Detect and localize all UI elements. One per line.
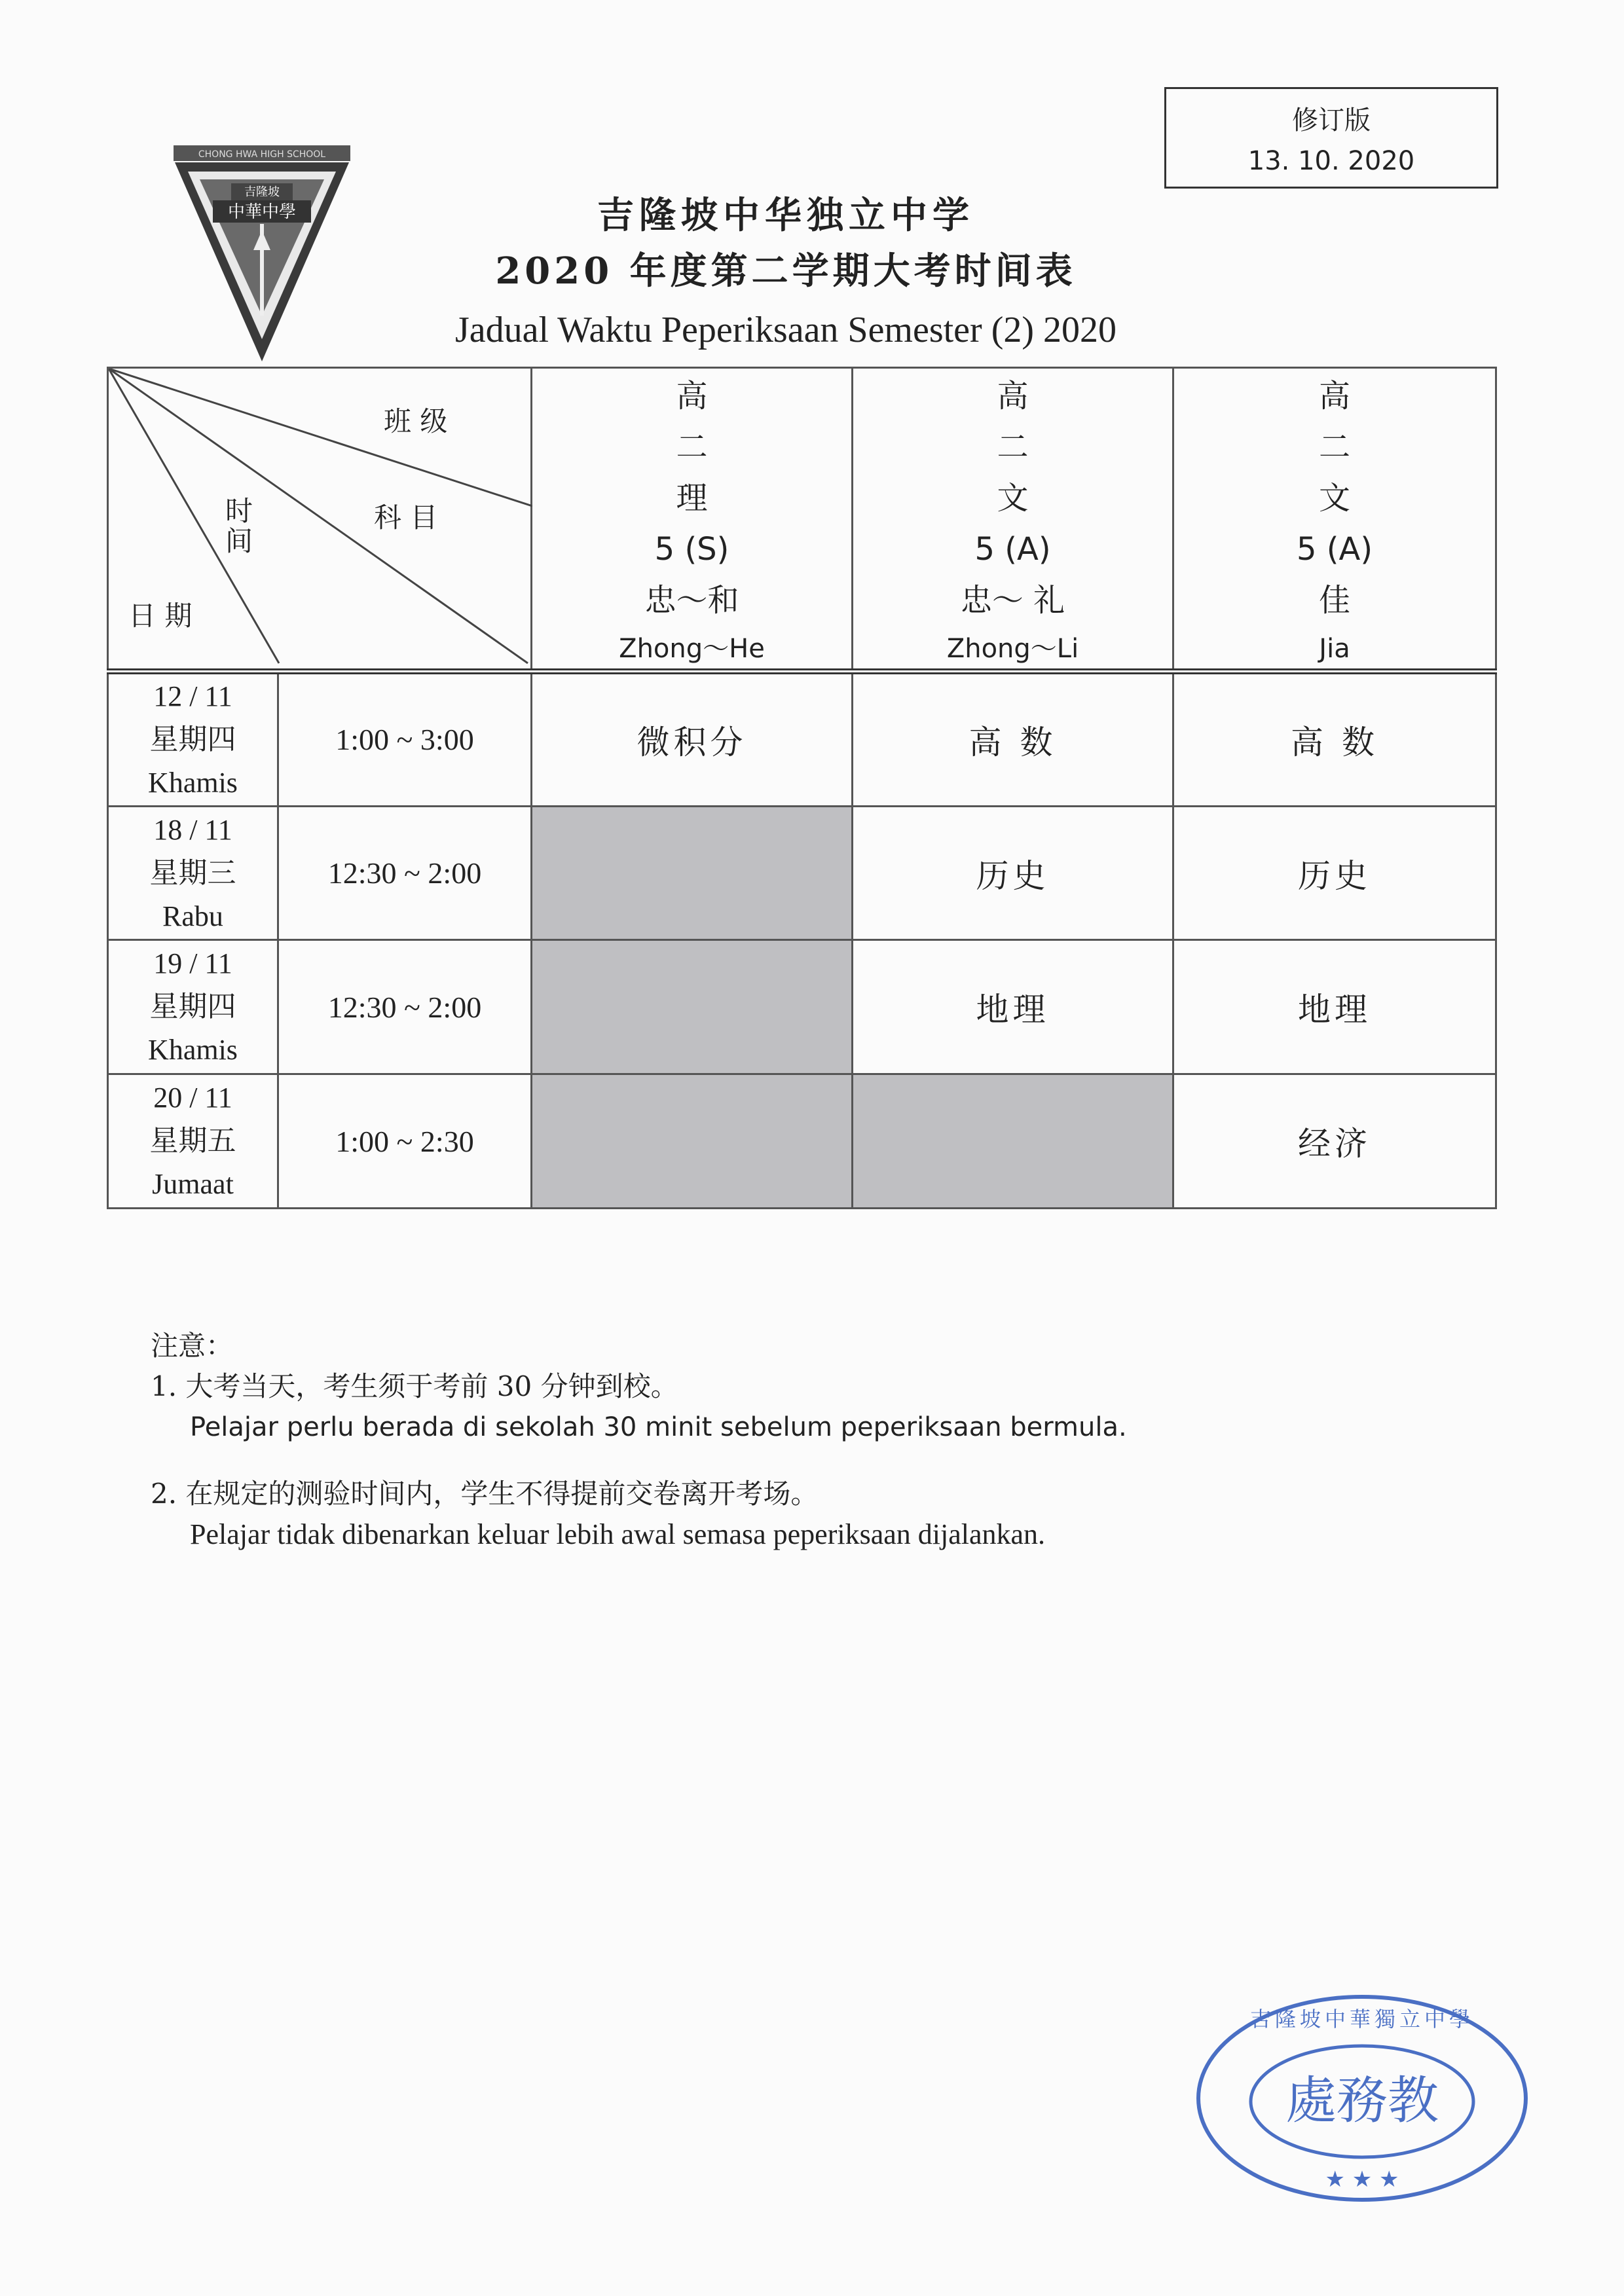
revision-date: 13. 10. 2020	[1247, 146, 1415, 176]
class-header-zhong-li: 高 二 文 5 (A) 忠～ 礼 Zhong～Li	[853, 368, 1173, 672]
logo-main-text: 中華中學	[227, 202, 297, 222]
table-row	[108, 806, 1496, 940]
date-label: 日 期	[128, 600, 193, 632]
table-row	[108, 671, 1496, 806]
class-header-zhong-he: 高 二 理 5 (S) 忠～和 Zhong～He	[532, 368, 853, 672]
date-cell: 20 / 11 星期五 Jumaat	[108, 1074, 278, 1209]
subject-cell: 地理	[853, 940, 1173, 1074]
revision-label: 修订版	[1292, 105, 1371, 136]
time-label: 时 间	[225, 495, 253, 557]
class-label: 班 级	[384, 405, 448, 437]
subject-cell: 历史	[1173, 806, 1496, 940]
stamp-center-text: 處務教	[1285, 2071, 1439, 2130]
note-1-chinese: 1. 大考当天，考生须于考前 30 分钟到校。	[151, 1370, 678, 1402]
subject-label: 科 目	[374, 501, 438, 534]
malay-title: Jadual Waktu Peperiksaan Semester (2) 2020	[455, 310, 1116, 350]
header-row	[108, 368, 1496, 672]
no-exam-cell	[532, 1074, 853, 1209]
subject-cell: 高 数	[853, 671, 1173, 806]
note-1-malay: Pelajar perlu berada di sekolah 30 minit sebelum peperiksaan bermula.	[190, 1412, 1127, 1442]
exam-schedule-title: 2020 年度第二学期大考时间表	[495, 249, 1077, 293]
time-cell: 12:30 ~ 2:00	[278, 940, 532, 1074]
official-stamp	[1192, 1990, 1532, 2206]
no-exam-cell	[853, 1074, 1173, 1209]
logo-banner-text: CHONG HWA HIGH SCHOOL	[198, 149, 326, 160]
time-cell: 12:30 ~ 2:00	[278, 806, 532, 940]
subject-cell: 地理	[1173, 940, 1496, 1074]
revision-box	[1164, 87, 1498, 189]
subject-cell: 高 数	[1173, 671, 1496, 806]
time-cell: 1:00 ~ 3:00	[278, 671, 532, 806]
corner-header-cell	[108, 368, 532, 672]
time-cell: 1:00 ~ 2:30	[278, 1074, 532, 1209]
no-exam-cell	[532, 940, 853, 1074]
notes-section	[151, 1326, 1127, 1555]
notes-heading: 注意：	[151, 1330, 234, 1362]
no-exam-cell	[532, 806, 853, 940]
date-cell: 19 / 11 星期四 Khamis	[108, 940, 278, 1074]
date-cell: 12 / 11 星期四 Khamis	[108, 671, 278, 806]
subject-cell: 微积分	[532, 671, 853, 806]
note-2-malay: Pelajar tidak dibenarkan keluar lebih awal semasa peperiksaan dijalankan.	[190, 1518, 1046, 1550]
school-name-title: 吉隆坡中华独立中学	[597, 194, 974, 237]
table-row	[108, 940, 1496, 1074]
note-2-chinese: 2. 在规定的测验时间内，学生不得提前交卷离开考场。	[151, 1478, 819, 1510]
subject-cell: 经济	[1173, 1074, 1496, 1209]
stamp-stars-icon: ★ ★ ★	[1325, 2166, 1399, 2193]
date-cell: 18 / 11 星期三 Rabu	[108, 806, 278, 940]
logo-top-text: 吉隆坡	[244, 185, 280, 199]
class-header-jia: 高 二 文 5 (A) 佳 Jia	[1173, 368, 1496, 672]
stamp-ring-text: 吉隆坡中華獨立中學	[1249, 2007, 1475, 2032]
table-row	[108, 1074, 1496, 1209]
exam-timetable	[107, 367, 1497, 1209]
subject-cell: 历史	[853, 806, 1173, 940]
